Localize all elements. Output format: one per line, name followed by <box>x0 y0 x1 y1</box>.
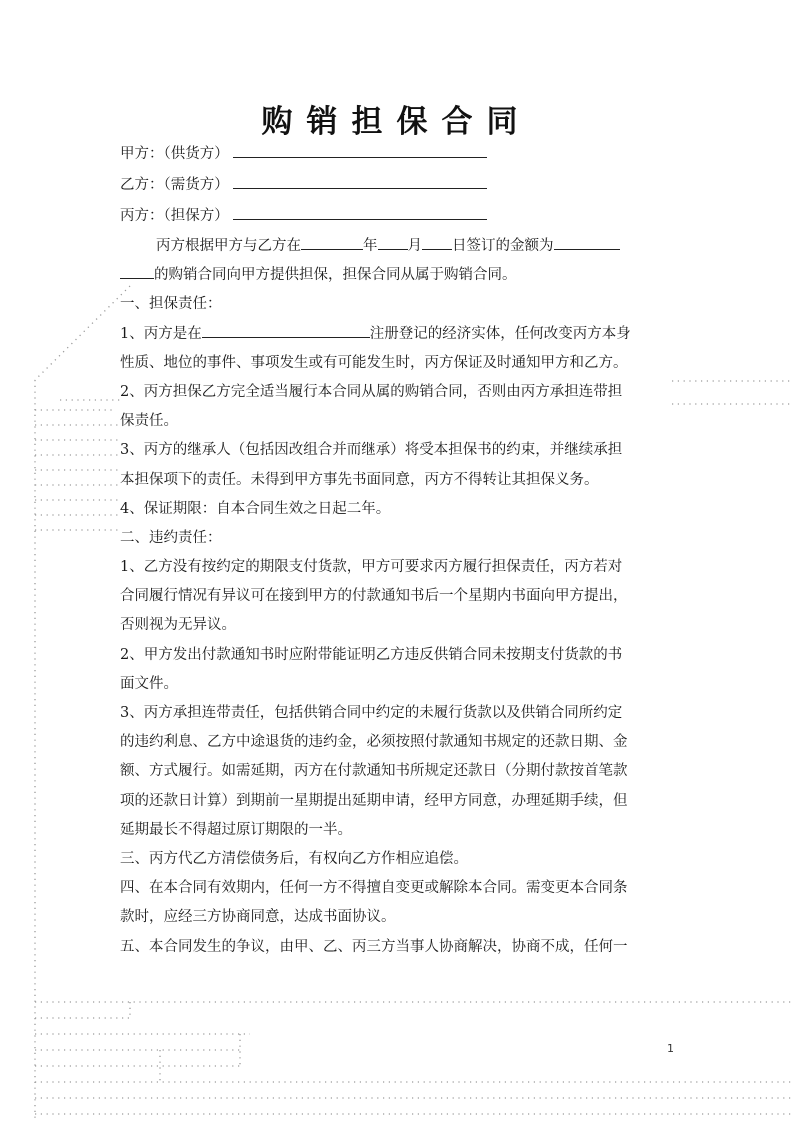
intro-amount-label: 日签订的金额为 <box>452 238 554 254</box>
party-c-blank <box>233 205 487 220</box>
section-4-line-1: 四、在本合同有效期内，任何一方不得擅自变更或解除本合同。需变更本合同条 <box>120 880 628 897</box>
clause-2-3-line-3: 额、方式履行。如需延期，丙方在付款通知书所规定还款日（分期付款按首笔款 <box>120 763 628 780</box>
blank-year <box>301 235 363 250</box>
clause-1-3-line-1: 3、丙方的继承人（包括因改组合并而继承）将受本担保书的约束，并继续承担 <box>120 442 623 459</box>
clause-2-2-line-1: 2、甲方发出付款通知书时应附带能证明乙方违反供销合同未按期支付货款的书 <box>120 646 623 663</box>
party-c-label: 丙方：（担保方） <box>120 208 229 224</box>
section-4-line-2: 款时，应经三方协商同意，达成书面协议。 <box>120 909 396 926</box>
section-3: 三、丙方代乙方清偿债务后，有权向乙方作相应追偿。 <box>120 850 468 867</box>
party-c-line <box>120 205 487 227</box>
blank-amount-cont <box>120 264 154 279</box>
intro-text-2: 的购销合同向甲方提供担保，担保合同从属于购销合同。 <box>154 267 517 284</box>
page-number: 1 <box>667 1042 674 1055</box>
party-b-line <box>120 174 487 196</box>
blank-amount <box>554 235 620 250</box>
blank-day <box>422 235 452 250</box>
clause-1-2-line-1: 2、丙方担保乙方完全适当履行本合同从属的购销合同，否则由丙方承担连带担 <box>120 383 623 400</box>
intro-line-1 <box>120 232 672 261</box>
section-2-title: 二、违约责任： <box>120 529 222 546</box>
clause-1-1-line-1 <box>120 320 672 349</box>
intro-year: 年 <box>363 238 378 254</box>
party-a-label: 甲方：（供货方） <box>120 146 229 162</box>
section-1-title: 一、担保责任： <box>120 296 222 313</box>
blank-month <box>378 235 408 250</box>
clause-1-4: 4、保证期限：自本合同生效之日起二年。 <box>120 500 391 517</box>
intro-month: 月 <box>407 238 422 254</box>
party-b-blank <box>233 174 487 189</box>
clause-2-1-line-1: 1、乙方没有按约定的期限支付货款，甲方可要求丙方履行担保责任，丙方若对 <box>120 559 623 576</box>
party-b-label: 乙方：（需货方） <box>120 177 229 193</box>
contract-title: 购销担保合同 <box>261 104 532 140</box>
clause-1-1-line-2: 性质、地位的事件、事项发生或有可能发生时，丙方保证及时通知甲方和乙方。 <box>120 354 628 371</box>
blank-registration <box>202 323 370 338</box>
intro-text-1: 丙方根据甲方与乙方在 <box>156 238 301 254</box>
clause-1-1-suffix: 注册登记的经济实体，任何改变丙方本身 <box>369 325 631 342</box>
clause-2-3-line-1: 3、丙方承担连带责任，包括供销合同中约定的未履行货款以及供销合同所约定 <box>120 705 623 721</box>
party-a-line <box>120 143 487 165</box>
section-5-line-1: 五、本合同发生的争议，由甲、乙、丙三方当事人协商解决，协商不成，任何一 <box>120 938 628 955</box>
intro-line-2 <box>120 261 672 290</box>
contract-body <box>120 232 672 962</box>
clause-2-2-line-2: 面文件。 <box>120 675 178 692</box>
clause-2-3-line-5: 延期最长不得超过原订期限的一半。 <box>120 821 352 838</box>
clause-2-1-line-3: 否则视为无异议。 <box>120 617 236 634</box>
clause-2-3-line-4: 项的还款日计算）到期前一星期提出延期申请，经甲方同意，办理延期手续，但 <box>120 792 628 809</box>
clause-1-3-line-2: 本担保项下的责任。未得到甲方事先书面同意，丙方不得转让其担保义务。 <box>120 471 599 488</box>
clause-2-3-line-2: 的违约利息、乙方中途退货的违约金，必须按照付款通知书规定的还款日期、金 <box>120 734 628 751</box>
party-a-blank <box>233 143 487 158</box>
clause-1-1-prefix: 1、丙方是在 <box>120 325 202 342</box>
clause-1-2-line-2: 保责任。 <box>120 413 178 430</box>
clause-2-1-line-2: 合同履行情况有异议可在接到甲方的付款通知书后一个星期内书面向甲方提出， <box>120 588 628 605</box>
